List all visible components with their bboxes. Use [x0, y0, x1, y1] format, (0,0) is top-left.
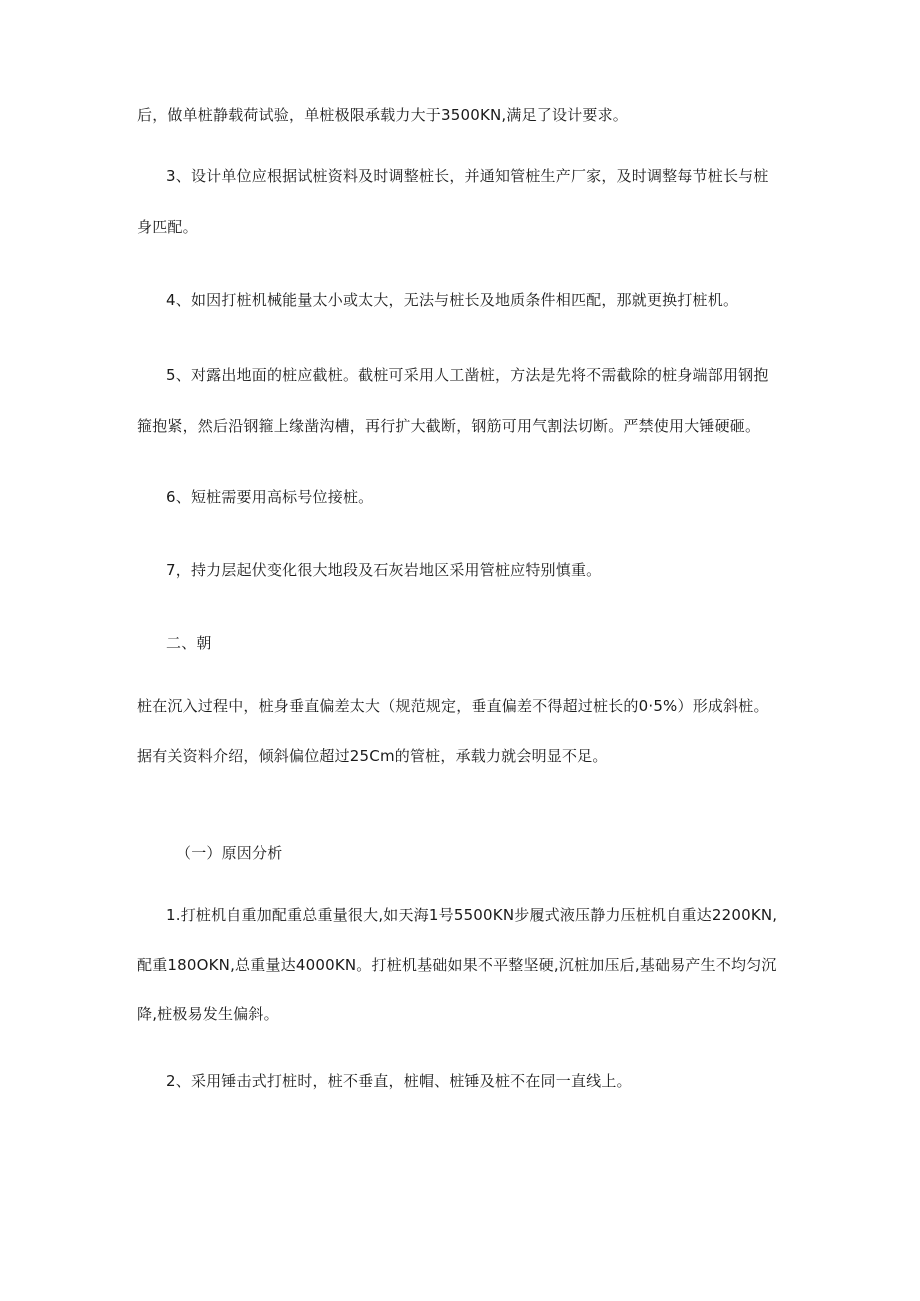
- paragraph-line-12: 配重180OKN,总重量达4000KN。打桩机基础如果不平整坚硬,沉桩加压后,基础易产生不均匀沉: [137, 956, 777, 974]
- paragraph-line-4: 4、如因打桩机械能量太小或太大，无法与桩长及地质条件相匹配，那就更换打桩机。: [166, 291, 739, 309]
- paragraph-line-13: 降,桩极易发生偏斜。: [137, 1005, 279, 1023]
- paragraph-line-6: 箍抱紧，然后沿钢箍上缘凿沟槽，再行扩大截断，钢筋可用气割法切断。严禁使用大锤硬砸。: [137, 417, 761, 435]
- paragraph-line-2: 3、设计单位应根据试桩资料及时调整桩长，并通知管桩生产厂家，及时调整每节桩长与桩: [166, 167, 769, 185]
- paragraph-line-8: 7，持力层起伏变化很大地段及石灰岩地区采用管桩应特别慎重。: [166, 561, 602, 579]
- paragraph-line-1: 后，做单桩静载荷试验，单桩极限承载力大于3500KN,满足了设计要求。: [137, 106, 629, 124]
- subsection-heading: （一）原因分析: [176, 844, 283, 862]
- paragraph-line-7: 6、短桩需要用高标号位接桩。: [166, 488, 374, 506]
- paragraph-line-3: 身匹配。: [137, 218, 198, 236]
- section-heading: 二、朝: [166, 634, 212, 652]
- paragraph-line-10: 据有关资料介绍，倾斜偏位超过25Cm的管桩，承载力就会明显不足。: [137, 747, 608, 765]
- paragraph-line-11: 1.打桩机自重加配重总重量很大,如天海1号5500KN步履式液压静力压桩机自重达2200KN,: [166, 906, 778, 924]
- paragraph-line-5: 5、对露出地面的桩应截桩。截桩可采用人工凿桩，方法是先将不需截除的桩身端部用钢抱: [166, 366, 769, 384]
- paragraph-line-9: 桩在沉入过程中，桩身垂直偏差太大（规范规定，垂直偏差不得超过桩长的0·5%）形成斜桩。: [137, 697, 769, 715]
- paragraph-line-14: 2、采用锤击式打桩时，桩不垂直，桩帽、桩锤及桩不在同一直线上。: [166, 1072, 632, 1090]
